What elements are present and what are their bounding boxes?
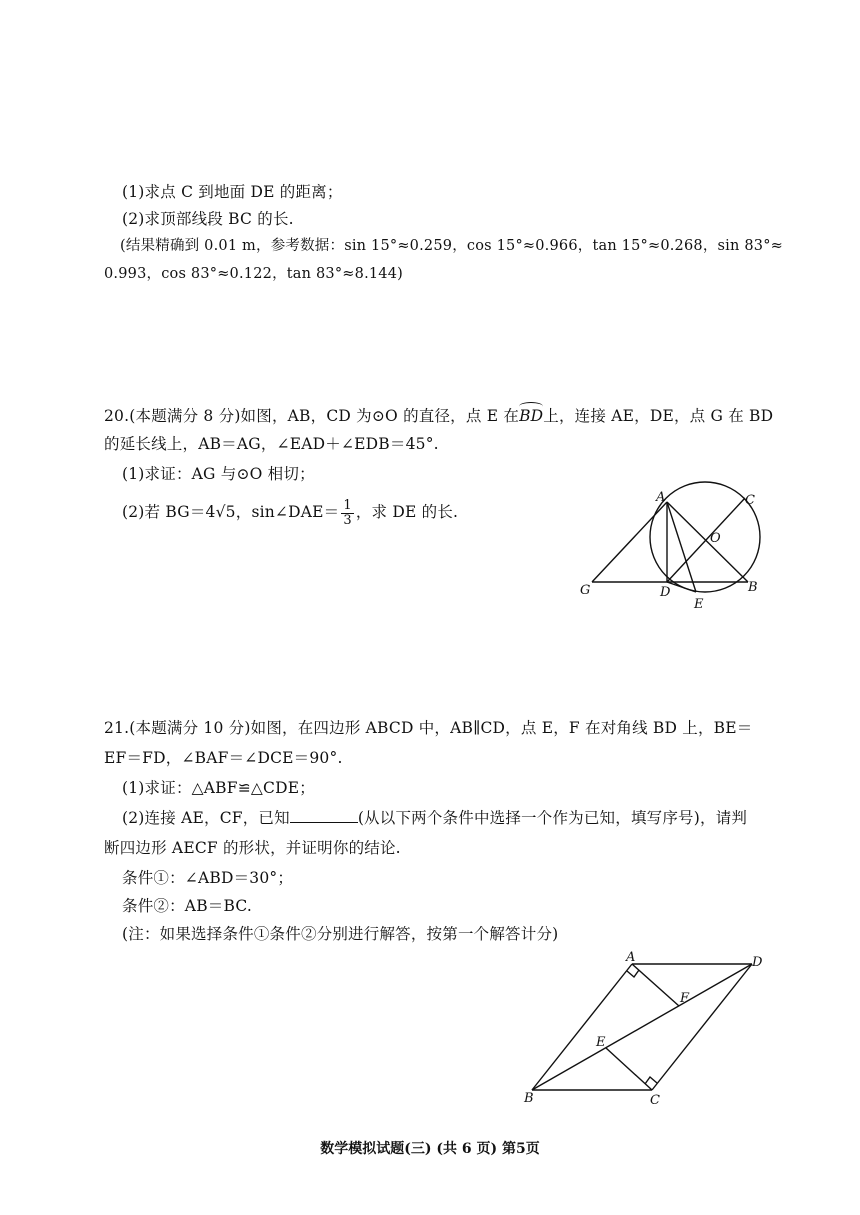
right-angle-a	[627, 970, 639, 977]
q20-stem-line1	[104, 404, 773, 426]
q19-part1: (1)求点 C 到地面 DE 的距离；	[122, 183, 343, 201]
side-cd	[652, 964, 752, 1090]
q19-part2: (2)求顶部线段 BC 的长.	[122, 210, 294, 228]
q21-stem-line2: EF＝FD，∠BAF＝∠DCE＝90°.	[104, 749, 343, 767]
q21-stem-line1: 21.(本题满分 10 分)如图，在四边形 ABCD 中，AB∥CD，点 E，F 在对角线 BD 上，BE＝	[104, 719, 753, 737]
q20-part2-a: (2)若 BG＝4√5，sin∠DAE＝	[122, 503, 340, 521]
arc-bd: BD	[519, 407, 544, 425]
label-a: A	[626, 950, 636, 965]
q21-part2-b: (从以下两个条件中选择一个作为已知，填写序号)，请判	[357, 809, 748, 827]
label-g: G	[580, 583, 591, 598]
q21-part2-a: (2)连接 AE，CF，已知	[122, 809, 290, 827]
q21-condition-1: 条件①：∠ABD＝30°；	[122, 869, 294, 887]
q21-part2-line2: 断四边形 AECF 的形状，并证明你的结论.	[104, 839, 401, 857]
q21-note: (注：如果选择条件①条件②分别进行解答，按第一个解答计分)	[122, 925, 559, 943]
q21-condition-2: 条件②：AB＝BC.	[122, 897, 252, 915]
q19-note-line1: (结果精确到 0.01 m，参考数据：sin 15°≈0.259，cos 15°≈0.966，tan 15°≈0.268，sin 83°≈	[120, 238, 784, 254]
label-b: B	[524, 1091, 534, 1106]
label-c: C	[650, 1093, 660, 1108]
diagonal-bd	[532, 964, 752, 1090]
answer-blank	[290, 808, 358, 823]
label-o: O	[710, 531, 721, 546]
label-d: D	[752, 955, 763, 970]
line-ga	[592, 502, 667, 582]
q20-part2	[122, 492, 458, 532]
q19-note-line2: 0.993，cos 83°≈0.122，tan 83°≈8.144)	[104, 266, 404, 282]
label-b: B	[748, 580, 758, 595]
q20-circle-figure	[570, 480, 780, 615]
q21-part2-line1	[122, 806, 747, 828]
q20-part2-b: ，求 DE 的长.	[355, 503, 459, 521]
right-angle-c	[645, 1077, 657, 1084]
q21-parallelogram-figure	[520, 952, 770, 1112]
page-footer: 数学模拟试题(三) (共 6 页) 第5页	[320, 1141, 540, 1157]
label-d: D	[660, 585, 671, 600]
label-a: A	[656, 490, 666, 505]
side-ab	[532, 964, 632, 1090]
label-c: C	[745, 493, 755, 508]
line-ab	[667, 502, 748, 582]
fraction-one-third: $\frac{1}{3}$	[343, 497, 352, 528]
label-e: E	[694, 597, 704, 612]
line-de	[667, 582, 696, 592]
q20-stem-a: 20.(本题满分 8 分)如图，AB，CD 为⊙O 的直径，点 E 在	[104, 407, 520, 425]
q20-stem-b: 上，连接 AE，DE，点 G 在 BD	[543, 407, 774, 425]
q20-part1: (1)求证：AG 与⊙O 相切；	[122, 465, 315, 483]
q20-stem-line2: 的延长线上，AB＝AG，∠EAD＋∠EDB＝45°.	[104, 435, 439, 453]
q21-part1: (1)求证：△ABF≌△CDE；	[122, 779, 315, 797]
label-f: F	[680, 991, 690, 1006]
label-e: E	[596, 1035, 606, 1050]
